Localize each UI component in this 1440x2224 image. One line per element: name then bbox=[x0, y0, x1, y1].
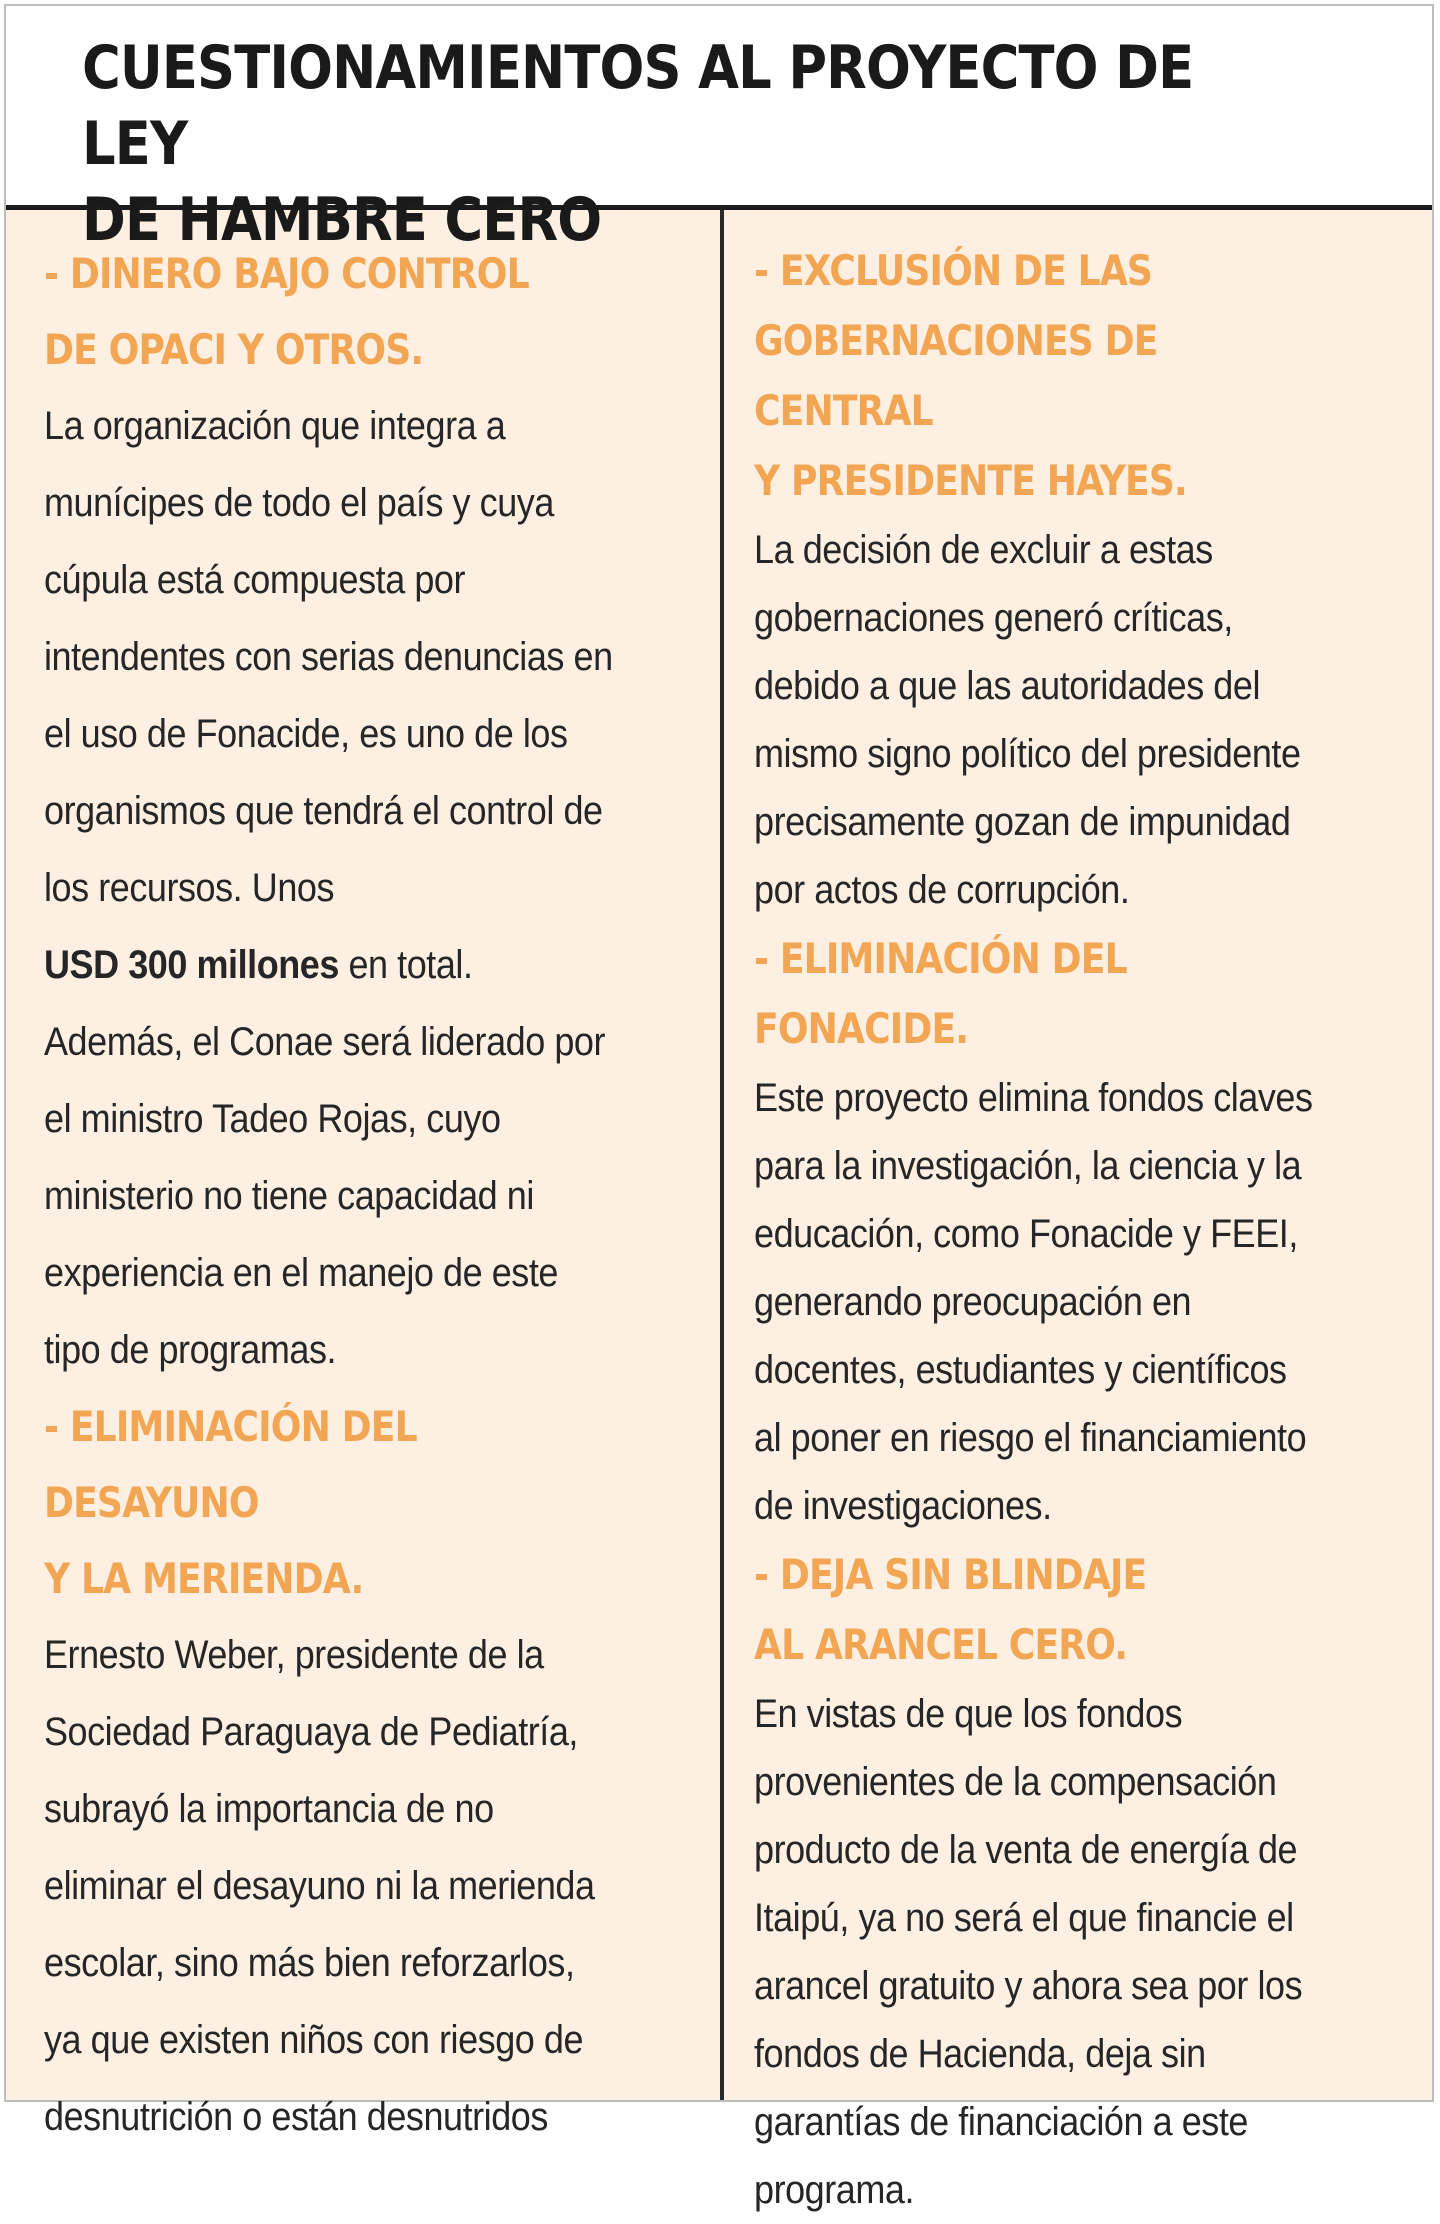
section-body-text bbox=[44, 388, 703, 1389]
section-heading-arancel-cero: - DEJA SIN BLINDAJE AL ARANCEL CERO. bbox=[754, 1550, 1147, 1669]
left-column bbox=[44, 210, 704, 2156]
section-body-dinero-opaci bbox=[44, 388, 704, 1389]
section-heading-exclusion-gobernaciones: - EXCLUSIÓN DE LAS GOBERNACIONES DE CENTRAL Y PRESIDENTE HAYES. bbox=[754, 246, 1187, 505]
title-box bbox=[6, 6, 1432, 255]
paragraph-conae: Además, el Conae será liderado por el ministro Tadeo Rojas, cuyo ministerio no tiene capacidad ni experiencia en el manejo de este tipo de programas. bbox=[44, 1020, 606, 1372]
section-heading-desayuno-merienda: - ELIMINACIÓN DEL DESAYUNO Y LA MERIENDA. bbox=[44, 1402, 417, 1603]
paragraph-fonacide: Este proyecto elimina fondos claves para la investigación, la ciencia y la educación, como Fonacide y FEEI, generando preocupación en docentes, estudiantes y científicos al poner en riesgo el financiamiento de investigaciones. bbox=[754, 1076, 1313, 1528]
section-body-fonacide bbox=[754, 1064, 1429, 1540]
section-body-desayuno-merienda bbox=[44, 1617, 704, 2156]
paragraph-organizacion: La organización que integra a munícipes de todo el país y cuya cúpula está compuesta por intendentes con serias denuncias en el uso de Fonacide, es uno de los organismos que tendrá el control de los recursos. Unos bbox=[44, 404, 613, 910]
paragraph-weber: Ernesto Weber, presidente de la Sociedad Paraguaya de Pediatría, subrayó la importancia de no eliminar el desayuno ni la merienda escolar, sino más bien reforzarlos, ya que existen niños con riesgo de desnutrición o están desnutridos bbox=[44, 1633, 595, 2139]
section-heading-fonacide: - ELIMINACIÓN DEL FONACIDE. bbox=[754, 934, 1127, 1053]
amount-highlight: USD 300 millones bbox=[44, 943, 339, 987]
right-column bbox=[754, 210, 1429, 2224]
column-divider bbox=[720, 210, 724, 2100]
infobox-title: CUESTIONAMIENTOS AL PROYECTO DE LEY DE HAMBRE CERO bbox=[82, 33, 1194, 255]
paragraph-arancel: En vistas de que los fondos provenientes de la compensación producto de la venta de energía de Itaipú, ya no será el que financie el arancel gratuito y ahora sea por los fondos de Hacienda, deja sin garantías de financiación a este programa. bbox=[754, 1692, 1303, 2212]
amount-suffix: en total. bbox=[338, 943, 473, 987]
paragraph-exclusion: La decisión de excluir a estas gobernaciones generó críticas, debido a que las autoridades del mismo signo político del presidente precisamente gozan de impunidad por actos de corrupción. bbox=[754, 528, 1301, 912]
section-body-arancel-cero bbox=[754, 1680, 1429, 2224]
news-infobox bbox=[4, 4, 1434, 2212]
section-heading-dinero-opaci: - DINERO BAJO CONTROL DE OPACI Y OTROS. bbox=[44, 249, 529, 374]
section-body-exclusion-gobernaciones bbox=[754, 516, 1429, 924]
